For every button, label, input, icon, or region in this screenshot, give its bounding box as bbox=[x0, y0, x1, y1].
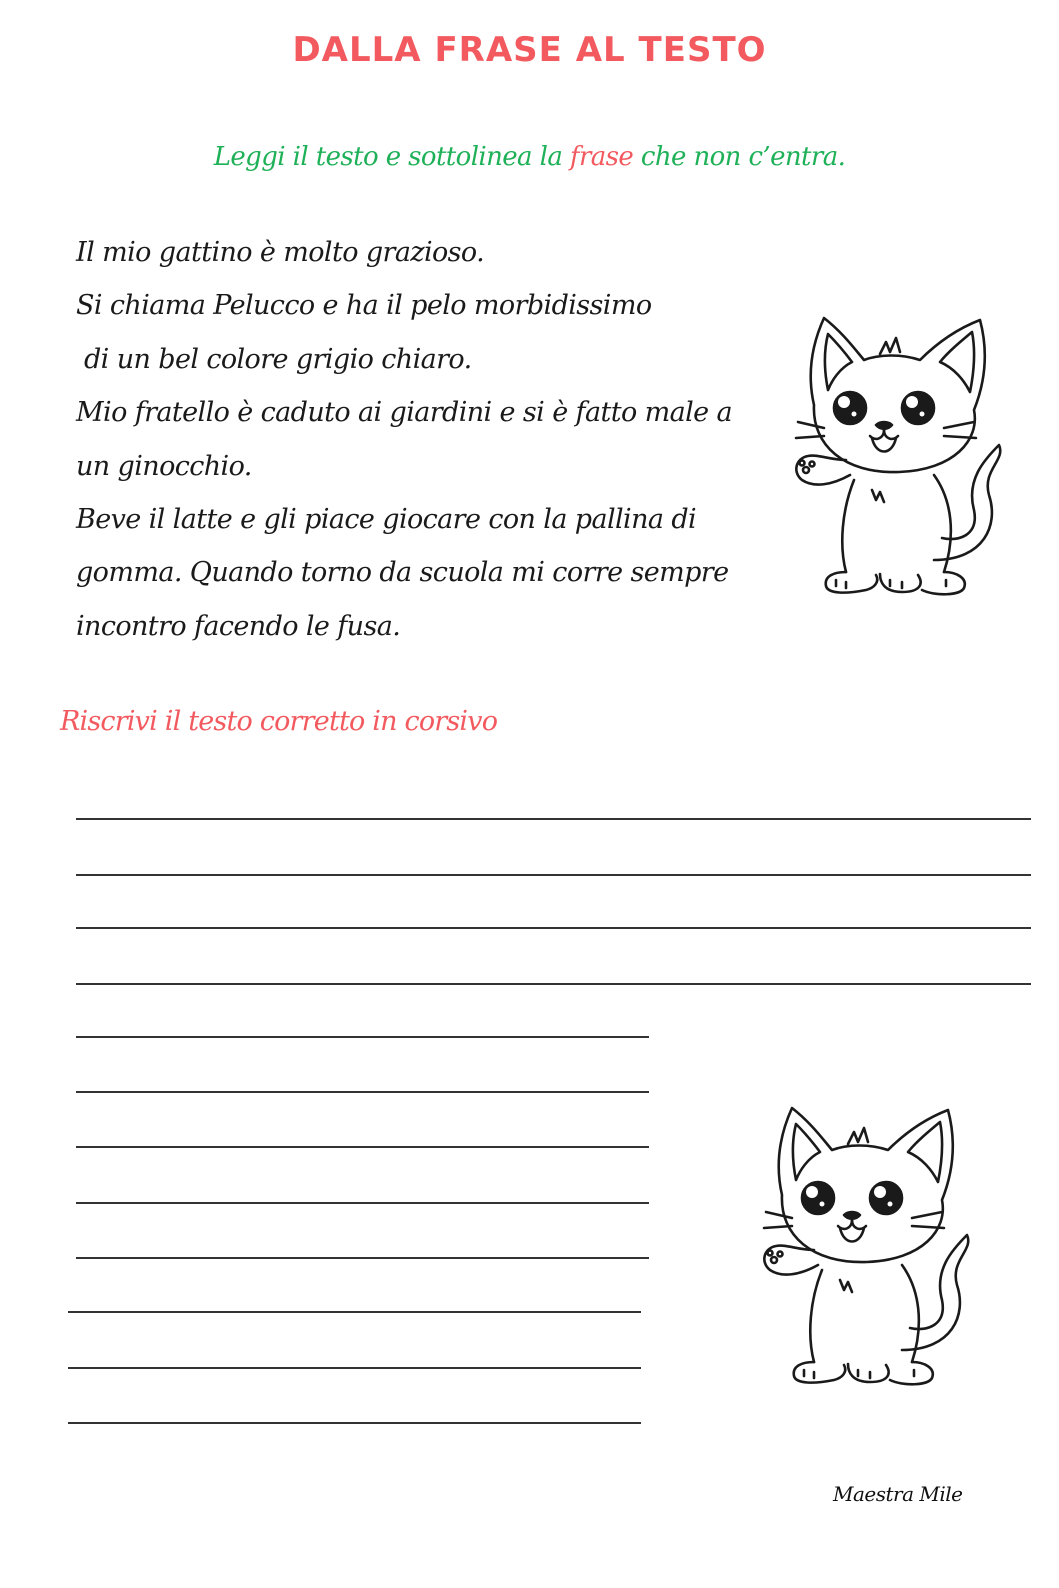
writing-line[interactable] bbox=[68, 1422, 641, 1424]
instruction-highlight: frase bbox=[569, 142, 634, 172]
writing-line[interactable] bbox=[76, 1146, 649, 1148]
writing-line[interactable] bbox=[76, 818, 1031, 820]
instruction bbox=[0, 142, 1059, 172]
story-line: gomma. Quando torno da scuola mi corre sempre bbox=[76, 557, 729, 589]
story-line: Il mio gattino è molto grazioso. bbox=[76, 237, 485, 268]
writing-line[interactable] bbox=[76, 1036, 649, 1038]
story-line: Beve il latte e gli piace giocare con la pallina di bbox=[76, 503, 697, 535]
rewrite-instruction: Riscrivi il testo corretto in corsivo bbox=[60, 706, 498, 737]
writing-line[interactable] bbox=[76, 983, 1031, 985]
writing-line[interactable] bbox=[76, 1257, 649, 1259]
author-signature: Maestra Mile bbox=[833, 1482, 963, 1506]
story-line: di un bel colore grigio chiaro. bbox=[84, 343, 472, 375]
writing-line[interactable] bbox=[76, 1091, 649, 1093]
story-line: incontro facendo le fusa. bbox=[76, 610, 401, 642]
cat-illustration bbox=[784, 310, 1014, 600]
story-line: Si chiama Pelucco e ha il pelo morbidissimo bbox=[76, 290, 652, 322]
writing-line[interactable] bbox=[76, 927, 1031, 929]
writing-line[interactable] bbox=[68, 1367, 641, 1369]
instruction-text: Leggi il testo e sottolinea la bbox=[213, 142, 563, 172]
story-line: Mio fratello è caduto ai giardini e si è fatto male a bbox=[76, 397, 732, 429]
cat-illustration bbox=[752, 1100, 982, 1390]
story-text bbox=[76, 226, 756, 653]
writing-line[interactable] bbox=[76, 1202, 649, 1204]
writing-line[interactable] bbox=[68, 1311, 641, 1313]
instruction-text-end: che non c’entra. bbox=[640, 142, 846, 172]
page-title: DALLA FRASE AL TESTO bbox=[292, 30, 767, 70]
story-line: un ginocchio. bbox=[76, 450, 252, 482]
writing-line[interactable] bbox=[76, 874, 1031, 876]
